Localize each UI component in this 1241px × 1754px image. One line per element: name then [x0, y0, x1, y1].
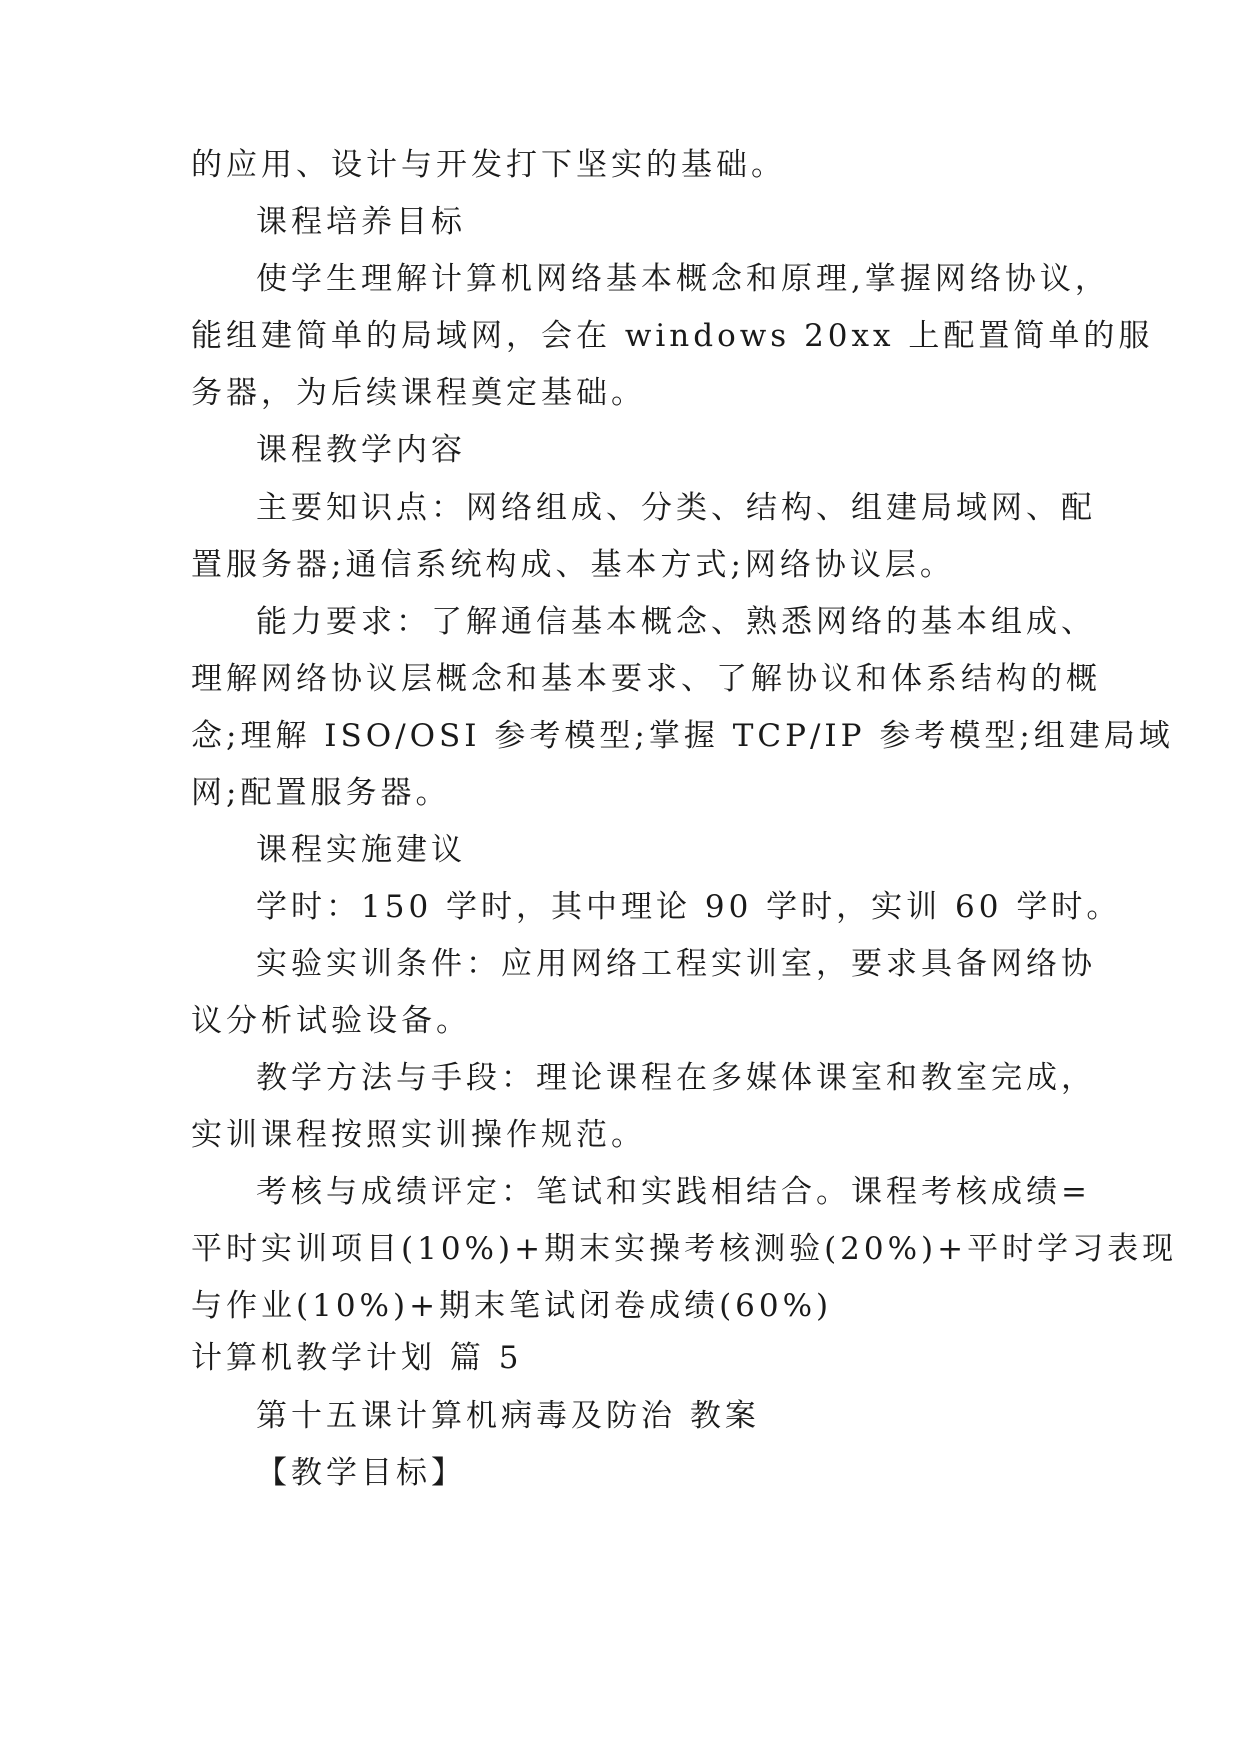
- document-section-title: 计算机教学计划 篇 5: [191, 1340, 523, 1376]
- paragraph-line: 议分析试验设备。: [191, 1003, 471, 1039]
- paragraph-line: 念;理解 ISO/OSI 参考模型;掌握 TCP/IP 参考模型;组建局域: [191, 718, 1174, 754]
- paragraph-line: 实训课程按照实训操作规范。: [191, 1117, 646, 1153]
- paragraph-line: 使学生理解计算机网络基本概念和原理,掌握网络协议，: [256, 261, 1110, 297]
- paragraph-line: 网;配置服务器。: [191, 775, 451, 811]
- paragraph-line: 能力要求：了解通信基本概念、熟悉网络的基本组成、: [256, 604, 1096, 640]
- paragraph-line: 能组建简单的局域网，会在 windows 20xx 上配置简单的服: [191, 318, 1154, 354]
- paragraph-line: 主要知识点：网络组成、分类、结构、组建局域网、配: [256, 490, 1096, 526]
- teaching-goals-heading: 【教学目标】: [256, 1455, 466, 1491]
- paragraph-line: 理解网络协议层概念和基本要求、了解协议和体系结构的概: [191, 661, 1101, 697]
- paragraph-line: 实验实训条件：应用网络工程实训室，要求具备网络协: [256, 946, 1096, 982]
- section-heading-training-goals: 课程培养目标: [256, 204, 466, 240]
- paragraph-line: 与作业(10%)+期末笔试闭卷成绩(60%): [191, 1288, 833, 1324]
- section-heading-teaching-content: 课程教学内容: [256, 432, 466, 468]
- paragraph-line: 学时：150 学时，其中理论 90 学时，实训 60 学时。: [256, 889, 1122, 925]
- section-heading-implementation: 课程实施建议: [256, 832, 466, 868]
- paragraph-line: 的应用、设计与开发打下坚实的基础。: [191, 147, 786, 183]
- paragraph-line: 教学方法与手段：理论课程在多媒体课室和教室完成，: [256, 1060, 1096, 1096]
- lesson-title: 第十五课计算机病毒及防治 教案: [256, 1398, 760, 1434]
- paragraph-line: 务器，为后续课程奠定基础。: [191, 375, 646, 411]
- paragraph-line: 平时实训项目(10%)+期末实操考核测验(20%)+平时学习表现: [191, 1231, 1178, 1267]
- paragraph-line: 考核与成绩评定：笔试和实践相结合。课程考核成绩=: [256, 1174, 1091, 1210]
- paragraph-line: 置服务器;通信系统构成、基本方式;网络协议层。: [191, 547, 955, 583]
